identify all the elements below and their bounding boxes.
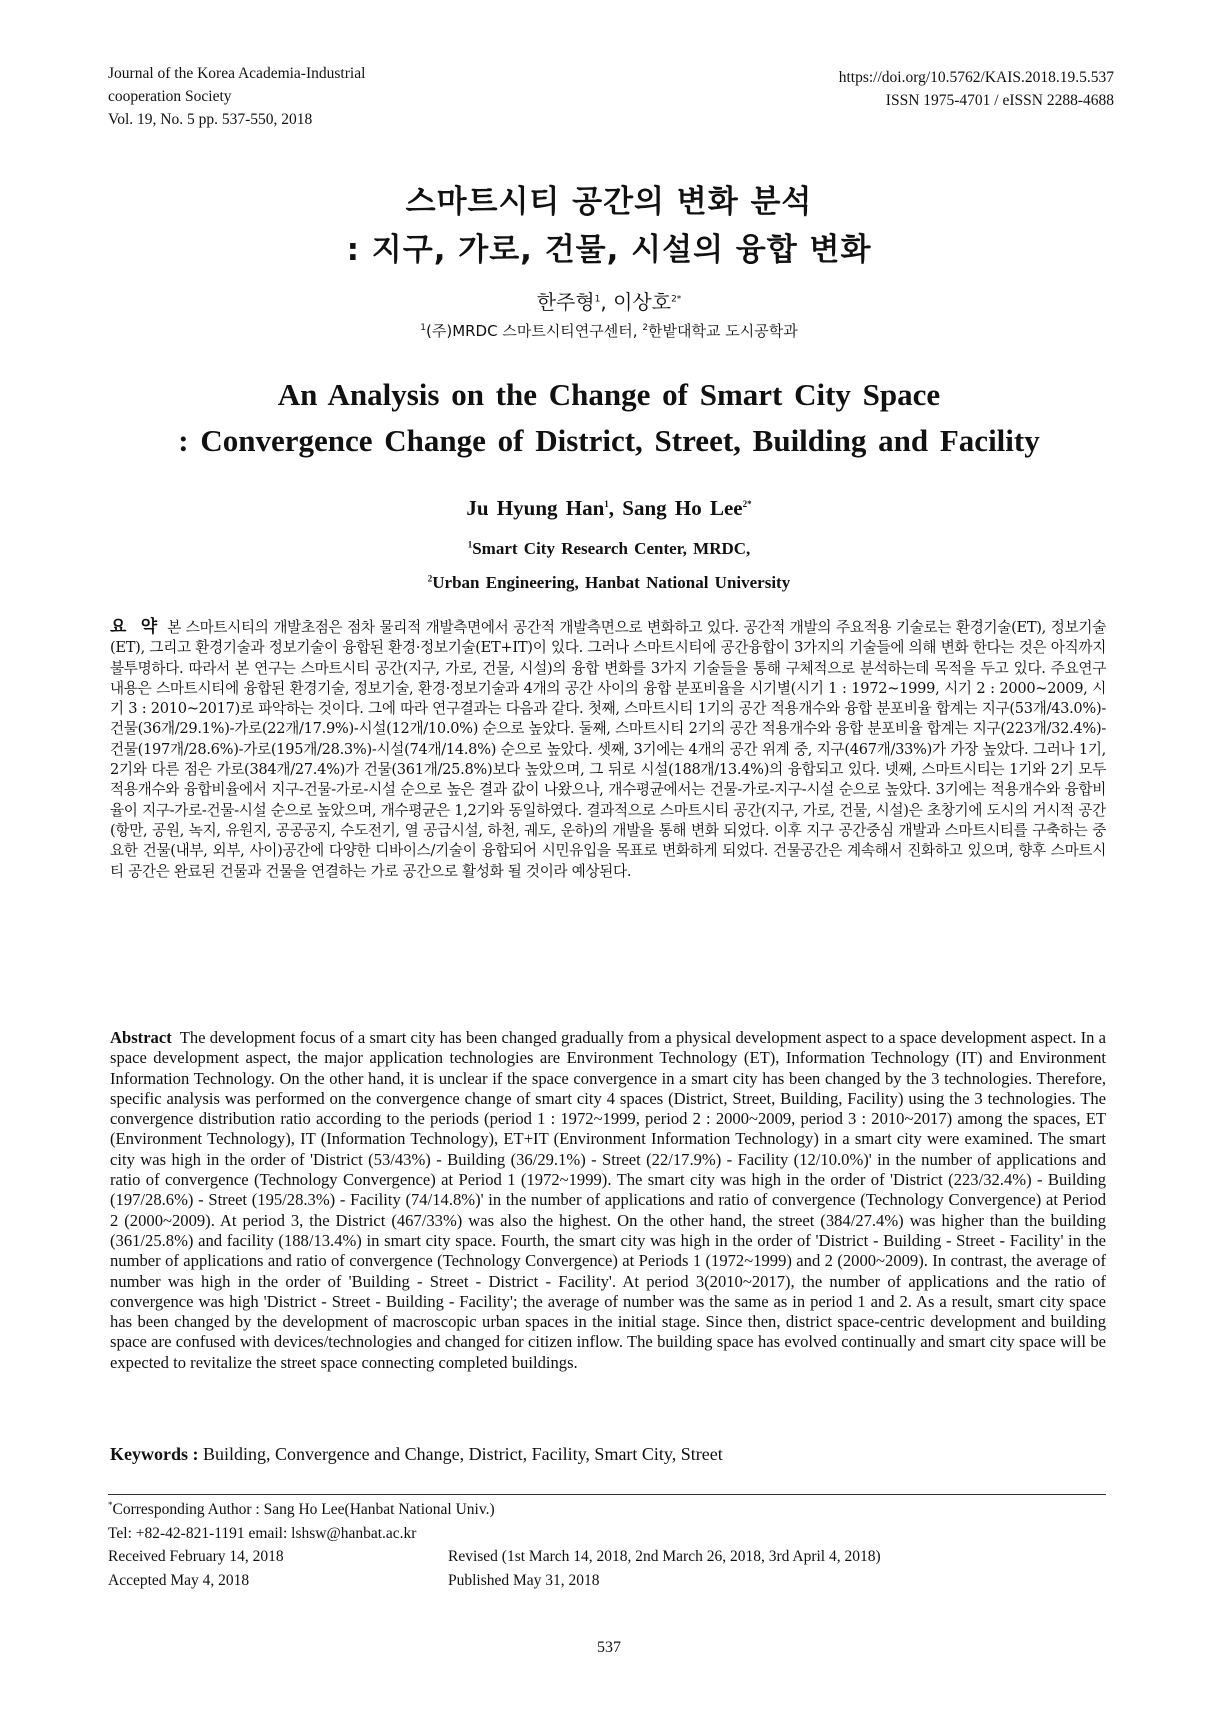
issn: ISSN 1975-4701 / eISSN 2288-4688 [885, 92, 1114, 109]
title-korean-line1: 스마트시티 공간의 변화 분석 [405, 184, 813, 220]
abstract-korean [110, 617, 1106, 882]
author-sep-korean: , [600, 290, 614, 314]
dates-row-1 [108, 1545, 1106, 1569]
keywords [110, 1442, 1106, 1466]
revised-date: Revised (1st March 14, 2018, 2nd March 26, 2018, 3rd April 4, 2018) [448, 1548, 881, 1565]
author2-english: Sang Ho Lee [622, 496, 743, 520]
corresponding-author [108, 1498, 1106, 1522]
authors-korean [0, 288, 1218, 316]
doi-link[interactable]: https://doi.org/10.5762/KAIS.2018.19.5.537 [838, 69, 1114, 86]
aff2-english-sup: 2 [427, 573, 433, 584]
aff1-english-row [0, 532, 1218, 566]
abstract-english-text: The development focus of a smart city has been changed gradually from a physical development aspect to a space development aspect. In a space development aspect, the major application technologies are Environment Technology (ET), Information Technology (IT) and Environment Information Technology. On the other hand, it is unclear if the space convergence in a smart city has been changed by the 3 technologies. Therefore, specific analysis was performed on the convergence change of smart city 4 spaces (District, Street, Building, Facility) using the 3 technologies. The convergence distribution ratio according to the periods (period 1 : 1972~1999, period 2 : 2000~2009, period 3 : 2010~2017) among the spaces, ET (Environment Technology), IT (Information Technology), ET+IT (Environment Information Technology) in a smart city were examined. The smart city was high in the order of 'District (53/43%) - Building (36/29.1%) - Street (22/17.9%) - Facility (12/10.0%)' in the number of applications and ratio of convergence (Technology Convergence) at Period 1 (1972~1999). The smart city was high in the order of 'District (223/32.4%) - Building (197/28.6%) - Street (195/28.3%) - Facility (74/14.8%)' in the number of applications and ratio of convergence (Technology Convergence) at Period 2 (2000~2009). At period 3, the District (467/33%) was also the highest. On the other hand, the street (384/27.4%) was higher than the building (361/25.8%) and facility (188/13.4%) in smart city space. Fourth, the smart city was high in the order of 'District - Building - Street - Facility' in the number of applications and ratio of convergence (Technology Convergence) at Periods 1 (1972~1999) and 2 (2000~2009). In contrast, the average of number was high in the order of 'Building - Street - District - Facility'. At period 3(2010~2017), the number of applications and the ratio of convergence was high 'District - Street - Building - Facility'; the average of number was the same as in period 1 and 2. As a result, smart city space has been changed by the development of macroscopic urban spaces in the initial stage. Since then, district space-centric development and building space are confused with devices/technologies and changed for citizen inflow. The building space has evolved continually and smart city space will be expected to revitalize the street space connecting completed buildings. [110, 1028, 1106, 1372]
journal-name-line1: Journal of the Korea Academia-Industrial [108, 65, 366, 82]
author1-korean-sup: 1 [594, 294, 601, 305]
abstract-korean-text: 본 스마트시티의 개발초점은 점차 물리적 개발측면에서 공간적 개발측면으로 변화하고 있다. 공간적 개발의 주요적용 기술로는 환경기술(ET), 정보기술(ET), 그리고 환경기술과 정보기술이 융합된 환경·정보기술(ET+IT)이 있다. 그러나 스마트시티에 공간융합이 3가지의 기술들에 의해 변화 한다는 것은 아직까지 불투명하다. 따라서 본 연구는 스마트시티 공간(지구, 가로, 건물, 시설)의 융합 변화를 3가지 기술들을 통해 구체적으로 분석하는데 목적을 두고 있다. 주요연구 내용은 스마트시티에 융합된 환경기술, 정보기술, 환경·정보기술과 4개의 공간 사이의 융합 분포비율을 시기별(시기 1 : 1972~1999, 시기 2 : 2000~2009, 시기 3 : 2010~2017)로 파악하는 것이다. 그에 따라 연구결과는 다음과 같다. 첫째, 스마트시티 1기의 공간 적용개수와 융합 분포비율 합계는 지구(53개/43.0%)-건물(36개/29.1%)-가로(22개/17.9%)-시설(12개/10.0%) 순으로 높았다. 둘째, 스마트시티 2기의 공간 적용개수와 융합 분포비율 합계는 지구(223개/32.4%)-건물(197개/28.6%)-가로(195개/28.3%)-시설(74개/14.8%) 순으로 높았다. 셋째, 3기에는 4개의 공간 위계 중, 지구(467개/33%)가 가장 높았다. 그러나 1기, 2기와 다른 점은 가로(384개/27.4%)가 건물(361개/25.8%)보다 높았으며, 그 뒤로 시설(188개/13.4%)의 융합되고 있다. 넷째, 스마트시티는 1기와 2기 모두 적용개수와 융합비율에서 지구-건물-가로-시설 순으로 높은 결과 값이 나왔으나, 개수평균에서는 건물-가로-지구-시설 순으로 높았다. 3기에는 적용개수와 융합비율이 지구-가로-건물-시설 순으로 높았으며, 개수평균은 1,2기와 동일하였다. 결과적으로 스마트시티 공간(지구, 가로, 건물, 시설)은 초창기에 도시의 거시적 공간(항만, 공원, 녹지, 유원지, 공공공지, 수도전기, 열 공급시설, 하천, 궤도, 운하)의 개발을 통해 변화 되었다. 이후 지구 공간중심 개발과 스마트시티를 구축하는 중요한 건물(내부, 외부, 사이)공간에 다양한 디바이스/기술이 융합되어 시민유입을 목표로 변화하게 되었다. 건물공간은 계속해서 진화하고 있으며, 향후 스마트시티 공간은 완료된 건물과 건물을 연결하는 가로 공간으로 활성화 될 것이라 예상된다. [110, 619, 1106, 880]
corresponding-author-text: Corresponding Author : Sang Ho Lee(Hanbat National Univ.) [112, 1501, 495, 1518]
keywords-label: Keywords : [110, 1444, 199, 1464]
journal-name-line2: cooperation Society [108, 88, 232, 105]
dates-row-2 [108, 1569, 1106, 1593]
title-english-line2: : Convergence Change of District, Street, Building and Facility [178, 423, 1040, 458]
title-korean [0, 178, 1218, 274]
corresponding-sup: * [108, 1499, 113, 1510]
title-english-line1: An Analysis on the Change of Smart City Space [277, 377, 941, 412]
affiliations-korean [0, 320, 1218, 342]
title-korean-line2: : 지구, 가로, 건물, 시설의 융합 변화 [346, 232, 872, 268]
journal-volume: Vol. 19, No. 5 pp. 537-550, 2018 [108, 111, 313, 128]
author-sep-english: , [608, 496, 623, 520]
footnote-divider [108, 1494, 1106, 1495]
author2-korean-sup: 2* [671, 294, 682, 305]
author2-korean: 이상호 [613, 290, 672, 314]
author1-english-sup: 1 [604, 499, 609, 509]
aff1-korean: (주)MRDC 스마트시티연구센터, [426, 322, 643, 340]
aff1-english-sup: 1 [467, 539, 473, 550]
abstract-english [110, 1028, 1106, 1373]
page-number: 537 [597, 1639, 621, 1656]
abstract-english-label: Abstract [110, 1028, 172, 1047]
aff1-korean-sup: 1 [420, 323, 426, 333]
published-date: Published May 31, 2018 [448, 1571, 600, 1589]
contact-info: Tel: +82-42-821-1191 email: lshsw@hanbat.ac.kr [108, 1524, 417, 1542]
aff2-korean: 한밭대학교 도시공학과 [648, 322, 798, 340]
doi-block [839, 66, 1114, 112]
received-date: Received February 14, 2018 [108, 1548, 284, 1565]
author2-english-sup: 2* [742, 499, 752, 509]
affiliations-english [0, 532, 1218, 600]
footnotes [108, 1498, 1106, 1592]
title-english [0, 372, 1218, 464]
author1-english: Ju Hyung Han [466, 496, 605, 520]
journal-info [108, 62, 365, 131]
accepted-date: Accepted May 4, 2018 [108, 1571, 250, 1589]
abstract-korean-label: 요 약 [110, 617, 162, 637]
aff2-korean-sup: 2 [642, 323, 649, 333]
keywords-text: Building, Convergence and Change, District, Facility, Smart City, Street [203, 1444, 723, 1464]
aff2-english-row [0, 566, 1218, 600]
author1-korean: 한주형 [536, 290, 595, 314]
aff1-english: Smart City Research Center, MRDC, [472, 539, 751, 558]
authors-english [0, 494, 1218, 522]
aff2-english: Urban Engineering, Hanbat National University [432, 573, 791, 592]
